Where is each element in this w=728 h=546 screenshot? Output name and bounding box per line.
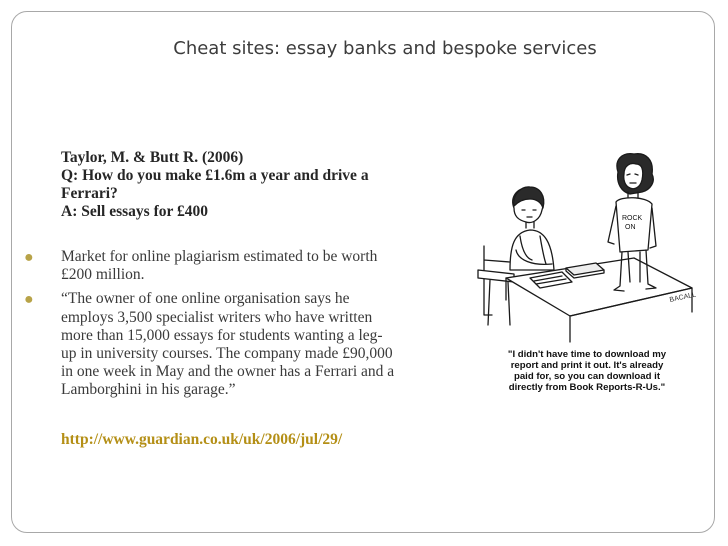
caption-line: report and print it out. It's already xyxy=(510,360,664,371)
seated-student-figure xyxy=(478,187,554,325)
guardian-link[interactable]: http://www.guardian.co.uk/uk/2006/jul/29/ xyxy=(61,431,343,448)
caption-line: paid for, so you can download it xyxy=(513,371,661,382)
bullet-line: £200 million. xyxy=(61,266,145,284)
bullet-line: in one week in May and the owner has a Ferrari and a xyxy=(61,363,395,381)
bullet-line: “The owner of one online organisation says he xyxy=(61,290,350,308)
bullet-line: Market for online plagiarism estimated to be worth xyxy=(61,248,378,265)
bullet-line: more than 15,000 essays for students wanting a leg- xyxy=(61,326,383,344)
heading-line: Taylor, M. & Butt R. (2006) xyxy=(61,149,244,166)
bullet-marker-icon: ● xyxy=(24,291,34,309)
heading-line: A: Sell essays for £400 xyxy=(61,203,208,220)
bullet-line: Lamborghini in his garage.” xyxy=(61,381,236,399)
slide-title: Cheat sites: essay banks and bespoke services xyxy=(173,38,597,59)
bullet-line: employs 3,500 specialist writers who have written xyxy=(61,308,373,326)
cartoon-illustration xyxy=(470,150,705,345)
bullet-item xyxy=(24,290,424,399)
caption-line: "I didn't have time to download my xyxy=(507,349,667,360)
shirt-text: ON xyxy=(625,224,636,231)
bullet-list xyxy=(24,248,424,406)
caption-line: directly from Book Reports-R-Us." xyxy=(508,382,666,393)
bullet-item xyxy=(24,248,424,284)
shirt-text: ROCK xyxy=(622,215,643,222)
heading-line: Ferrari? xyxy=(61,185,118,202)
cartoon-caption xyxy=(474,349,700,393)
citation-heading xyxy=(61,149,421,221)
bullet-line: up in university courses. The company made £90,000 xyxy=(61,345,393,363)
cartoonist-signature: BACALL xyxy=(668,291,697,304)
bullet-marker-icon: ● xyxy=(24,249,34,266)
heading-line: Q: How do you make £1.6m a year and drive a xyxy=(61,167,369,184)
